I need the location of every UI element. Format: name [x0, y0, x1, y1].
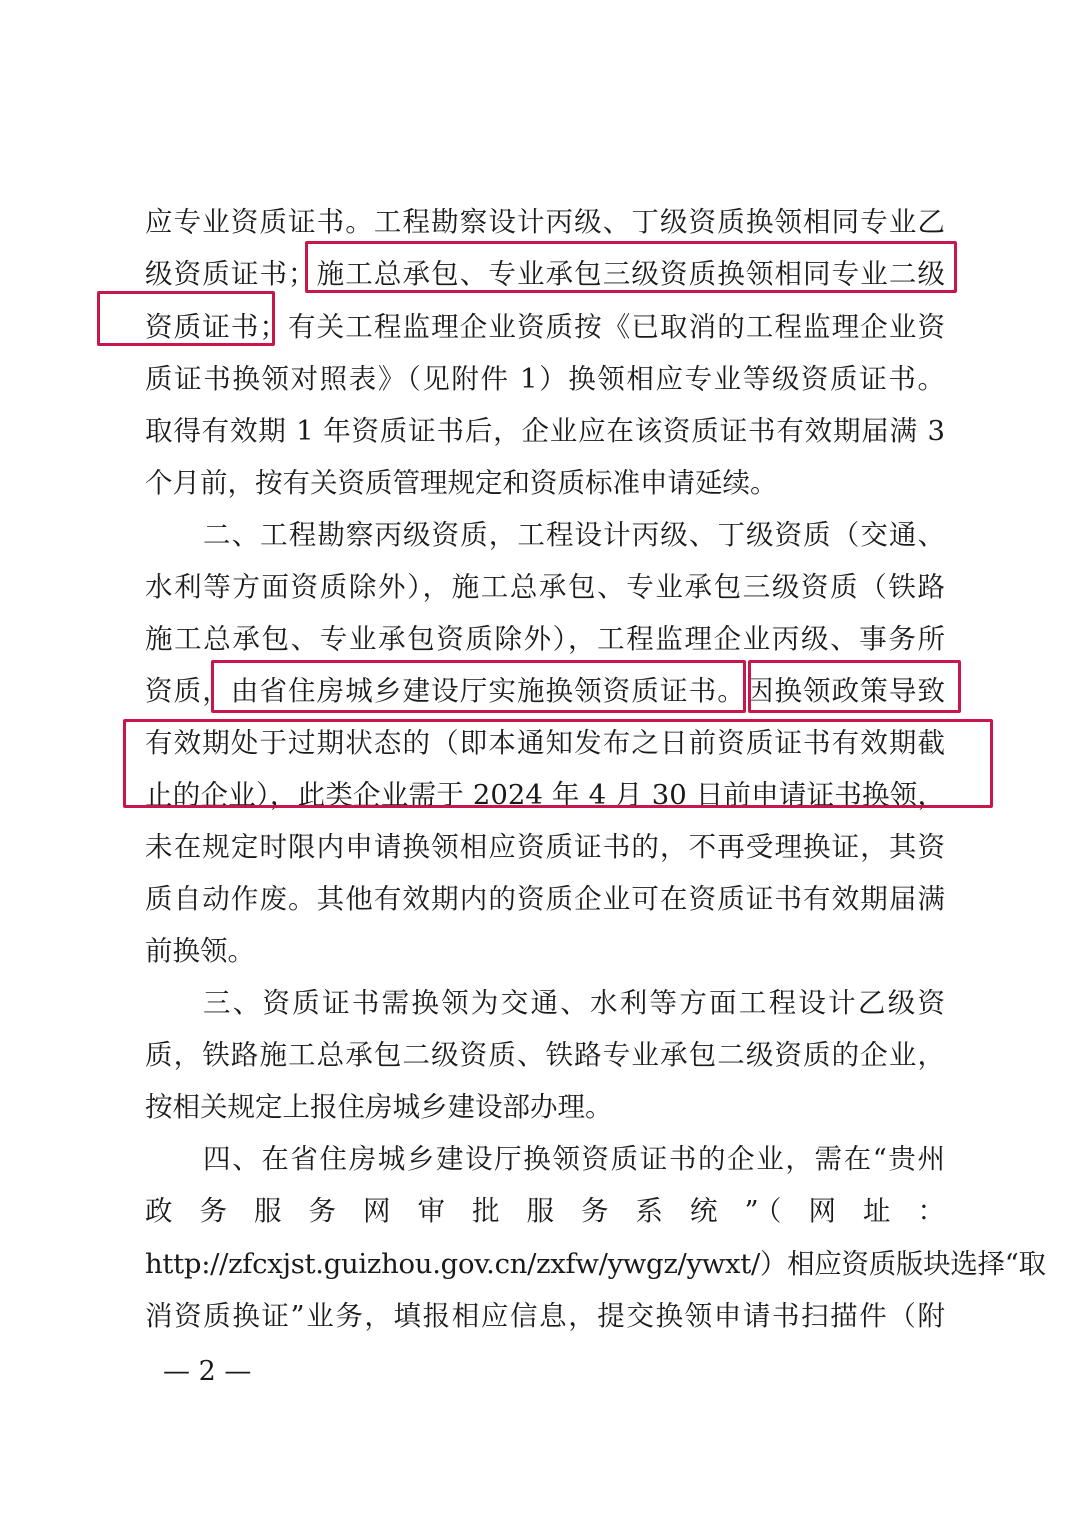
- text-line: 二、工程勘察丙级资质，工程设计丙级、丁级资质（交通、: [203, 519, 945, 551]
- text-line: 应专业资质证书。工程勘察设计丙级、丁级资质换领相同专业乙: [145, 206, 945, 238]
- text-line: 质自动作废。其他有效期内的资质企业可在资质证书有效期届满: [145, 883, 945, 915]
- text-line: 质，铁路施工总承包二级资质、铁路专业承包二级资质的企业，: [145, 1039, 945, 1071]
- text-line: 前换领。: [145, 935, 255, 967]
- text-line: 资质，由省住房城乡建设厅实施换领资质证书。因换领政策导致: [145, 675, 945, 707]
- highlight-box: [211, 660, 746, 713]
- text-line: 未在规定时限内申请换领相应资质证书的，不再受理换证，其资: [145, 831, 945, 863]
- text-line: 四、在省住房城乡建设厅换领资质证书的企业，需在“贵州: [203, 1143, 945, 1175]
- text-line: 有效期处于过期状态的（即本通知发布之日前资质证书有效期截: [145, 727, 945, 759]
- text-line: http://zfcxjst.guizhou.gov.cn/zxfw/ywgz/ywxt/）相应资质版块选择“取: [145, 1248, 1046, 1280]
- text-line: 按相关规定上报住房城乡建设部办理。: [145, 1091, 613, 1123]
- text-line: 个月前，按有关资质管理规定和资质标准申请延续。: [145, 467, 778, 499]
- highlight-box: [305, 241, 957, 293]
- text-line: 施工总承包、专业承包资质除外），工程监理企业丙级、事务所: [145, 623, 945, 655]
- text-line: 止的企业），此类企业需于 2024 年 4 月 30 日前申请证书换领，: [145, 779, 945, 811]
- text-line: 级资质证书；施工总承包、专业承包三级资质换领相同专业二级: [145, 258, 945, 290]
- text-line: 质证书换领对照表》（见附件 1）换领相应专业等级资质证书。: [145, 363, 945, 395]
- text-line: 三、资质证书需换领为交通、水利等方面工程设计乙级资: [203, 987, 945, 1019]
- text-line: 政 务 服 务 网 审 批 服 务 系 统 ”（ 网 址 ：: [145, 1195, 945, 1227]
- text-line: 消资质换证”业务，填报相应信息，提交换领申请书扫描件（附: [145, 1300, 945, 1332]
- highlight-box: [123, 719, 993, 808]
- text-line: 水利等方面资质除外），施工总承包、专业承包三级资质（铁路: [145, 571, 945, 603]
- text-line: 资质证书；有关工程监理企业资质按《已取消的工程监理企业资: [145, 311, 945, 343]
- highlight-box: [748, 660, 961, 713]
- page-number: — 2 —: [163, 1356, 252, 1387]
- highlight-box: [97, 291, 275, 346]
- text-line: 取得有效期 1 年资质证书后，企业应在该资质证书有效期届满 3: [145, 415, 945, 447]
